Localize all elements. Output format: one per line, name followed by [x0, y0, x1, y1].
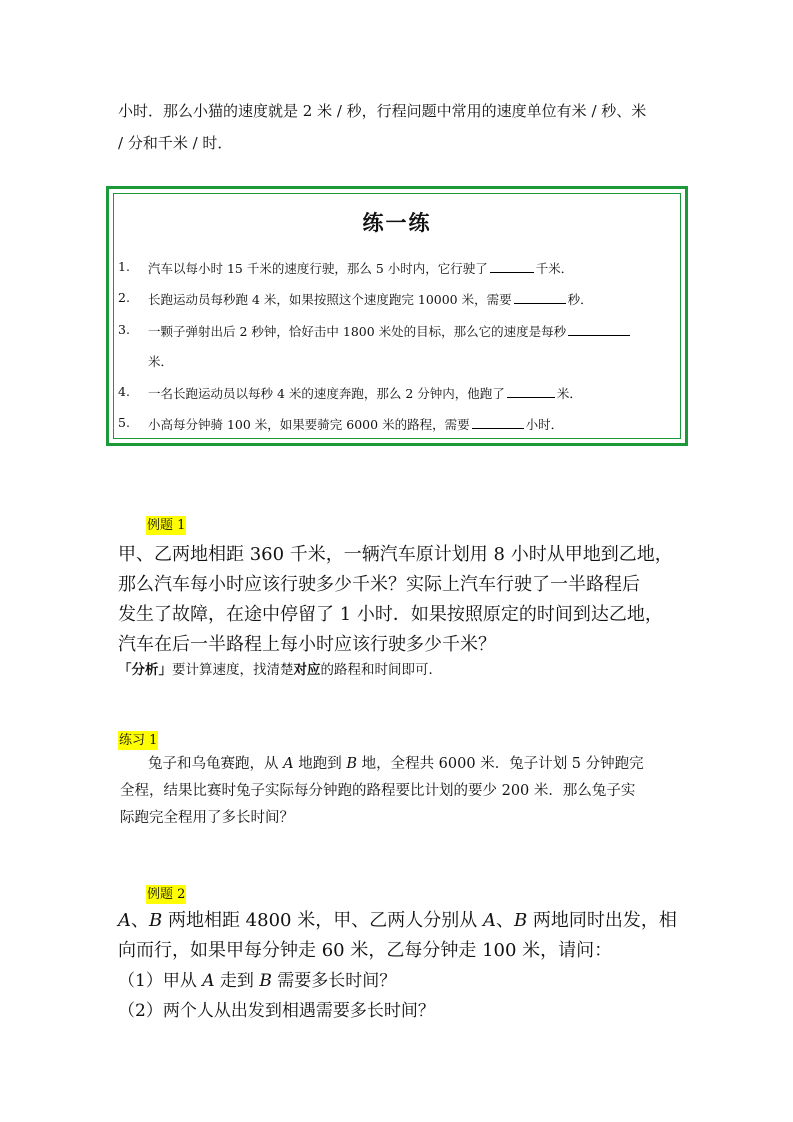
example-1-line: 汽车在后一半路程上每小时应该行驶多少千米？: [118, 634, 496, 655]
exercise-1-line: 全程，结果比赛时兔子实际每分钟跑的路程要比计划的要少 200 米．那么兔子实: [120, 783, 636, 799]
example-1-analysis: 「分析」要计算速度，找清楚对应的路程和时间即可．: [118, 662, 442, 678]
example-2-line: 向而行，如果甲每分钟走 60 米，乙每分钟走 100 米，请问：: [118, 940, 613, 961]
practice-item-3-line-2: 米．: [148, 354, 174, 369]
example-1-line: 那么汽车每小时应该行驶多少千米？实际上汽车行驶了一半路程后: [118, 574, 640, 595]
example-1-label: 例题 1: [147, 518, 186, 533]
item-number: 5.: [118, 415, 130, 430]
item-text-after: 千米．: [535, 261, 574, 276]
exercise-1-label: 练习 1: [119, 733, 158, 748]
item-text-after: 小时．: [525, 417, 564, 432]
answer-blank: [514, 291, 566, 304]
item-text: 长跑运动员每秒跑 4 米，如果按照这个速度跑完 10000 米，需要: [148, 292, 512, 307]
analysis-emphasis: 对应: [293, 662, 321, 678]
example-2-label: 例题 2: [147, 887, 186, 902]
intro-line-1: 小时．那么小猫的速度就是 2 米 / 秒，行程问题中常用的速度单位有米 / 秒、米: [118, 102, 647, 120]
answer-blank: [568, 323, 630, 336]
item-number: 1.: [118, 259, 130, 274]
exercise-1-line: 兔子和乌龟赛跑，从 A 地跑到 B 地，全程共 6000 米．兔子计划 5 分钟跑完: [148, 756, 644, 772]
example-1-line: 发生了故障，在途中停留了 1 小时．如果按照原定的时间到达乙地，: [118, 604, 663, 625]
item-text: 小高每分钟骑 100 米，如果要骑完 6000 米的路程，需要: [148, 417, 470, 432]
exercise-1-line: 际跑完全程用了多长时间？: [120, 810, 294, 826]
item-number: 4.: [118, 384, 130, 399]
answer-blank: [490, 260, 534, 273]
example-2-line: A、B 两地相距 4800 米，甲、乙两人分别从 A、B 两地同时出发，相: [118, 910, 677, 931]
item-number: 2.: [118, 290, 130, 305]
item-text-after: 秒．: [567, 292, 593, 307]
example-1-line: 甲、乙两地相距 360 千米，一辆汽车原计划用 8 小时从甲地到乙地，: [118, 544, 673, 565]
practice-box: [106, 186, 688, 446]
item-text: 一名长跑运动员以每秒 4 米的速度奔跑，那么 2 分钟内，他跑了: [148, 386, 505, 401]
answer-blank: [507, 385, 555, 398]
example-2-question-1: （1）甲从 A 走到 B 需要多长时间？: [118, 971, 397, 991]
analysis-tag: 「分析」: [118, 662, 172, 678]
intro-line-2: / 分和千米 / 时．: [118, 134, 233, 152]
example-2-question-2: （2）两个人从出发到相遇需要多长时间？: [118, 1001, 435, 1021]
practice-box-title: 练一练: [362, 211, 432, 235]
item-text-after: 米．: [556, 386, 582, 401]
item-text: 一颗子弹射出后 2 秒钟，恰好击中 1800 米处的目标，那么它的速度是每秒: [148, 324, 567, 339]
item-text: 汽车以每小时 15 千米的速度行驶，那么 5 小时内，它行驶了: [148, 261, 488, 276]
item-number: 3.: [118, 322, 130, 337]
answer-blank: [472, 416, 524, 429]
